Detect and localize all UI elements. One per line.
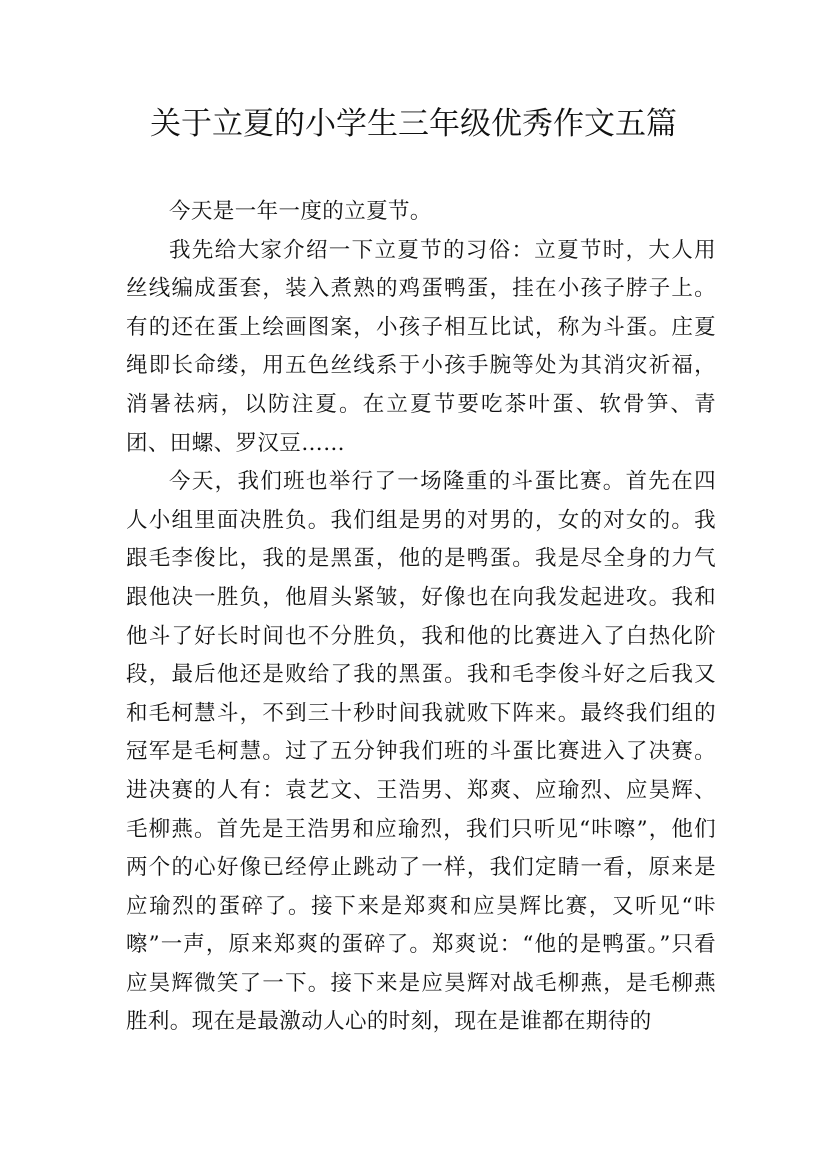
paragraph-1: 今天是一年一度的立夏节。 xyxy=(169,199,432,224)
paragraph-2: 我先给大家介绍一下立夏节的习俗：立夏节时，大人用丝线编成蛋套，装入煮熟的鸡蛋鸭蛋，挂在小孩子脖子上。有的还在蛋上绘画图案，小孩子相互比试，称为斗蛋。庄夏绳即长命缕，用五色丝线系于小孩手腕等处为其消灾祈福，消暑祛病，以防注夏。在立夏节要吃茶叶蛋、软骨笋、青团、田螺、罗汉豆…… xyxy=(126,237,716,456)
document-title: 关于立夏的小学生三年级优秀作文五篇 xyxy=(150,106,677,142)
document-body xyxy=(126,193,716,1042)
paragraph-3: 今天，我们班也举行了一场隆重的斗蛋比赛。首先在四人小组里面决胜负。我们组是男的对男的，女的对女的。我跟毛李俊比，我的是黑蛋，他的是鸭蛋。我是尽全身的力气跟他决一胜负，他眉头紧皱，好像也在向我发起进攻。我和他斗了好长时间也不分胜负，我和他的比赛进入了白热化阶段，最后他还是败给了我的黑蛋。我和毛李俊斗好之后我又和毛柯慧斗，不到三十秒时间我就败下阵来。最终我们组的冠军是毛柯慧。过了五分钟我们班的斗蛋比赛进入了决赛。进决赛的人有：袁艺文、王浩男、郑爽、应瑜烈、应昊辉、毛柳燕。首先是王浩男和应瑜烈，我们只听见“咔嚓”，他们两个的心好像已经停止跳动了一样，我们定睛一看，原来是应瑜烈的蛋碎了。接下来是郑爽和应昊辉比赛，又听见“咔嚓”一声，原来郑爽的蛋碎了。郑爽说：“他的是鸭蛋。”只看应昊辉微笑了一下。接下来是应昊辉对战毛柳燕，是毛柳燕胜利。现在是最激动人心的时刻，现在是谁都在期待的 xyxy=(126,469,716,1035)
